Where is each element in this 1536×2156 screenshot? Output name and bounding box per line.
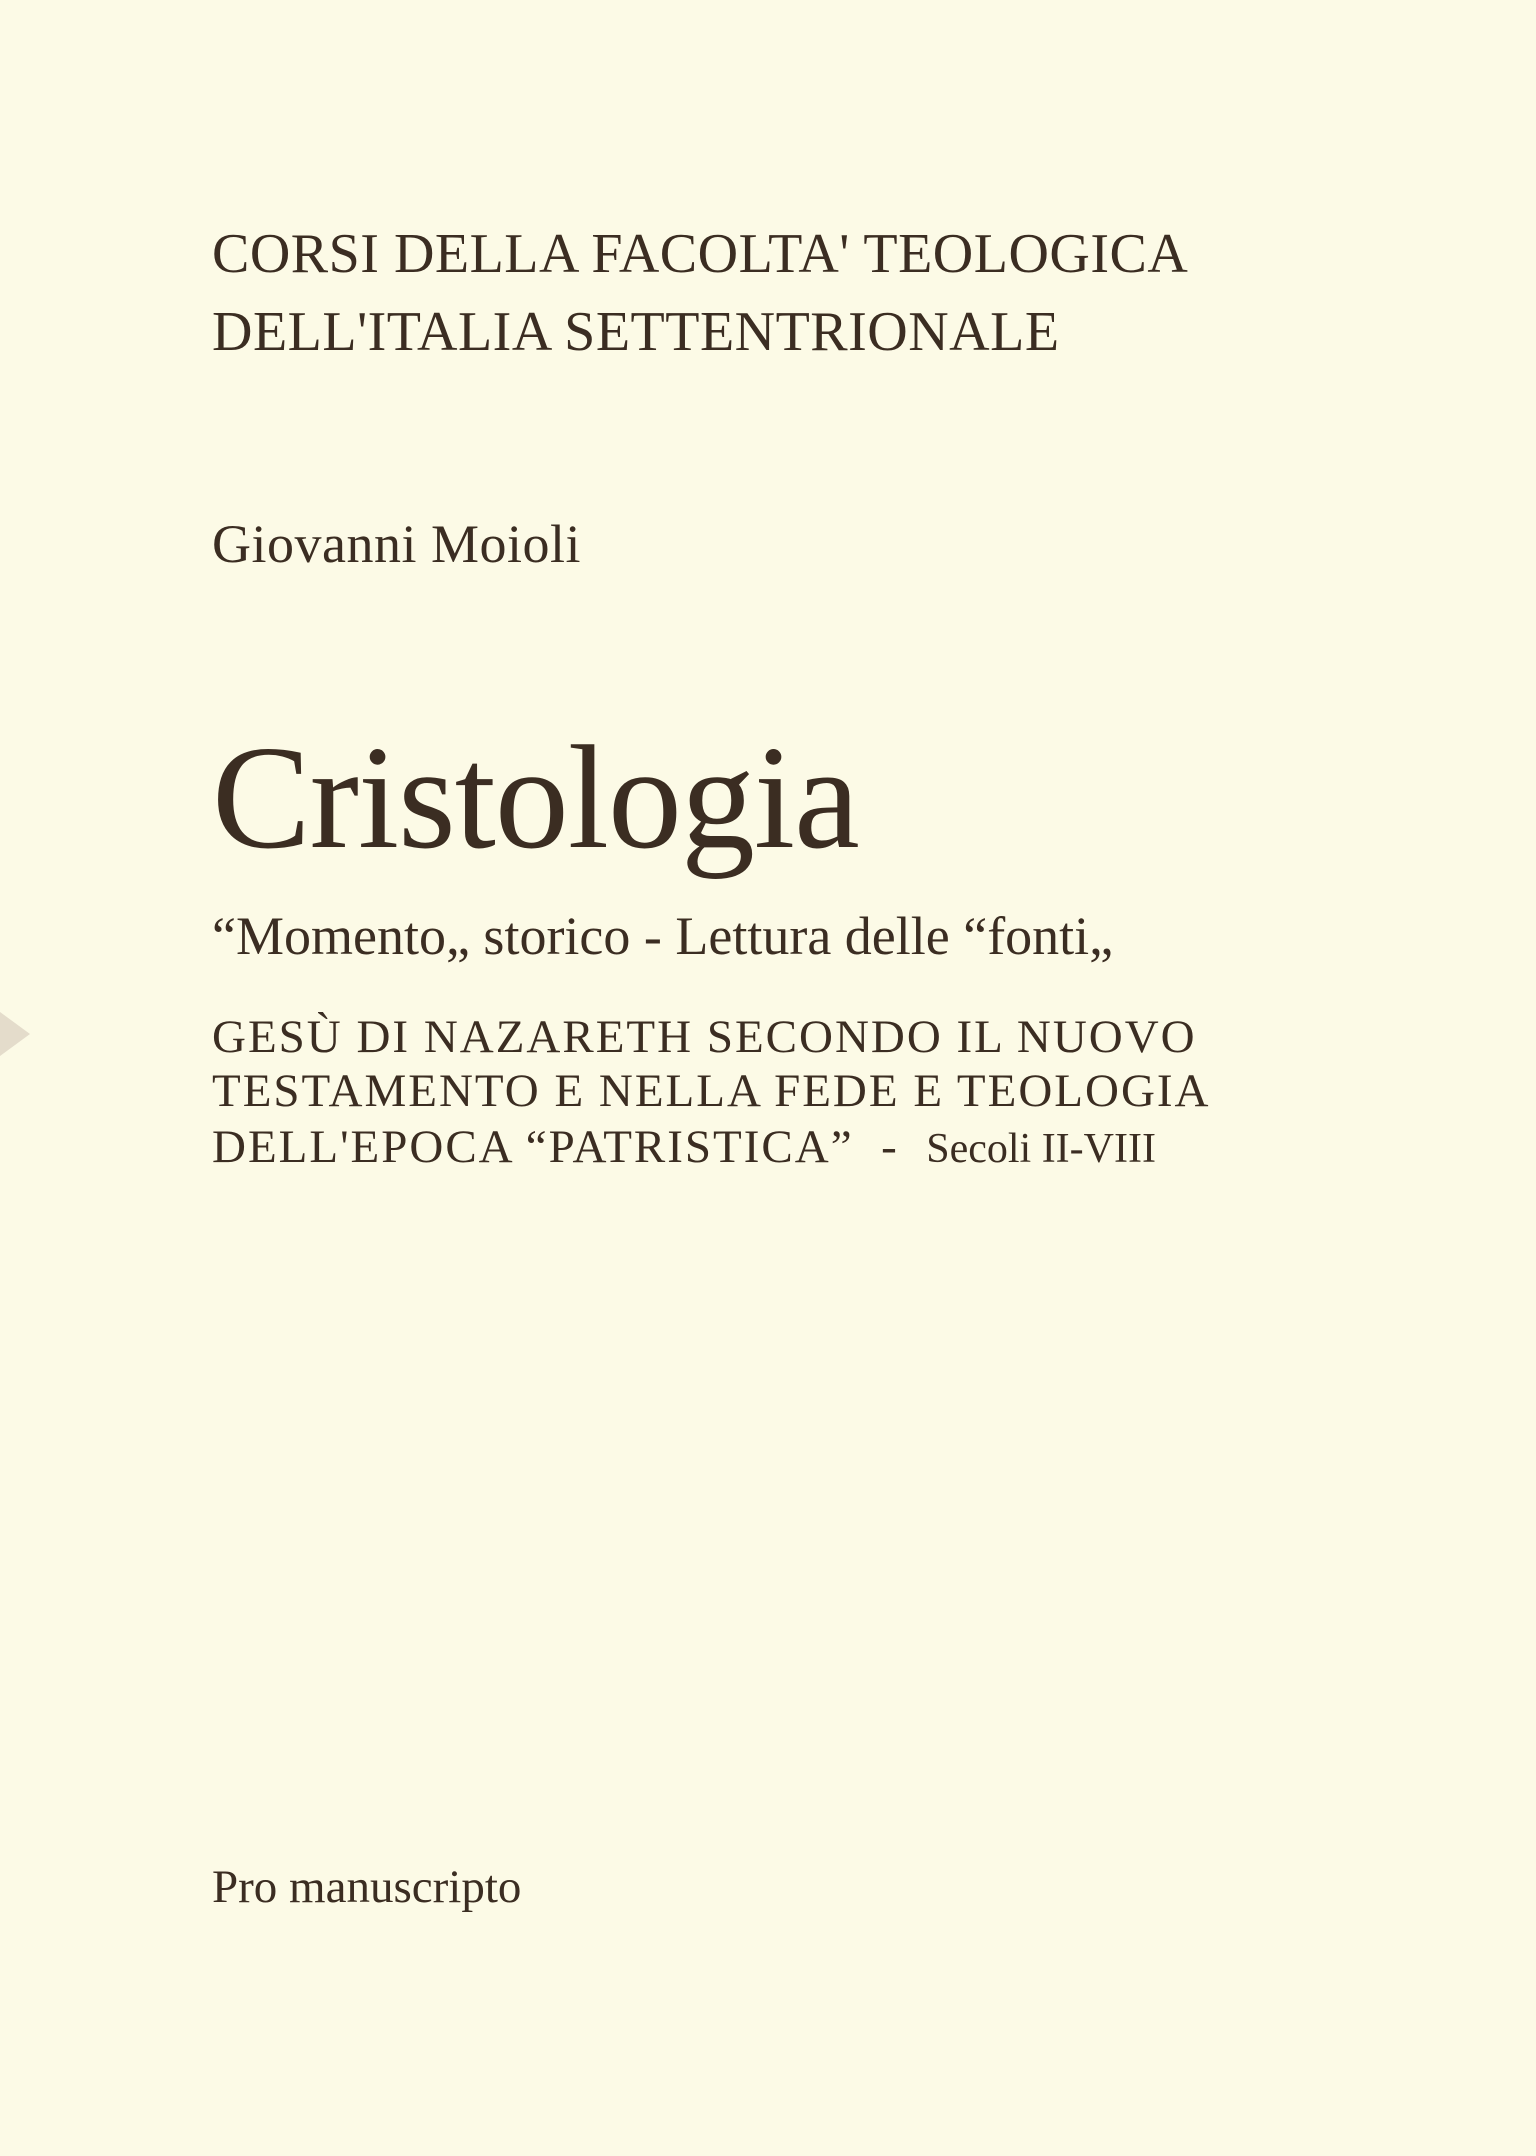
torn-edge-mark [0,1012,30,1056]
description-line-1: GESÙ DI NAZARETH SECONDO IL NUOVO [212,1011,1197,1063]
description-centuries: Secoli II-VIII [926,1126,1156,1172]
description-line-2: TESTAMENTO E NELLA FEDE E TEOLOGIA [212,1065,1211,1117]
description-line-3 [212,1120,1156,1174]
book-title: Cristologia [212,716,859,880]
author-name: Giovanni Moioli [212,514,581,574]
description-separator: - [881,1121,899,1173]
series-heading-line-2: DELL'ITALIA SETTENTRIONALE [212,301,1060,363]
series-heading-line-1: CORSI DELLA FACOLTA' TEOLOGICA [212,223,1189,285]
book-subtitle: “Momento„ storico - Lettura delle “fonti„ [212,906,1114,966]
footer-note: Pro manuscripto [212,1861,522,1913]
description-line-3-main: DELL'EPOCA “PATRISTICA” [212,1121,854,1173]
